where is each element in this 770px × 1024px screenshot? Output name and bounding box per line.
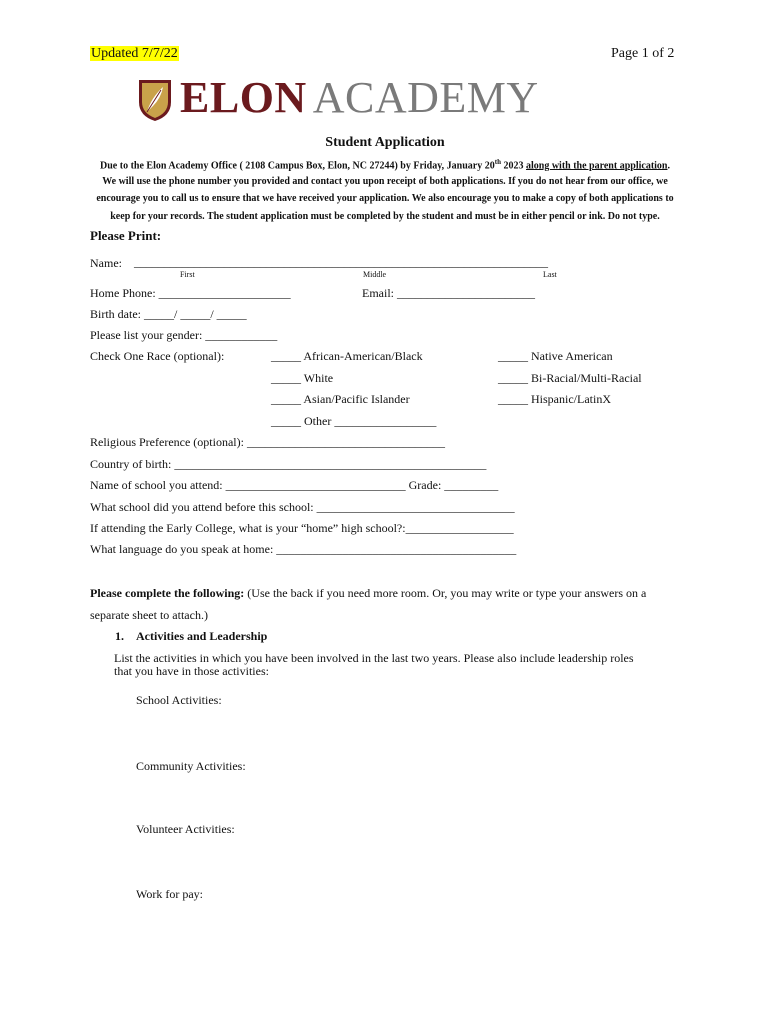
birth-date-field[interactable]: Birth date: _____/ _____/ _____ [90, 307, 247, 321]
language-field[interactable]: What language do you speak at home: ________________________________________ [90, 542, 517, 556]
early-college-field[interactable]: If attending the Early College, what is your “home” high school?:__________________ [90, 521, 514, 535]
race-option-hispanic[interactable]: _____ Hispanic/LatinX [498, 392, 611, 406]
name-field[interactable]: _____________________________________________________________________ [134, 255, 548, 269]
school-activities-label: School Activities: [136, 693, 222, 707]
complete-instructions-2: separate sheet to attach.) [90, 608, 208, 622]
race-option-other[interactable]: _____ Other _________________ [271, 414, 437, 428]
volunteer-activities-label: Volunteer Activities: [136, 822, 235, 836]
instructions-line-2: We will use the phone number you provided and contact you upon receipt of both applications. If you do not hear from our office, we [102, 176, 668, 187]
updated-date: Updated 7/7/22 [91, 46, 178, 61]
section-desc-1: List the activities in which you have been involved in the last two years. Please also include leadership roles [114, 651, 634, 665]
section-number: 1. [115, 629, 124, 643]
race-option-african-american[interactable]: _____ African-American/Black [271, 349, 423, 363]
first-label: First [180, 270, 195, 279]
religion-field[interactable]: Religious Preference (optional): _________________________________ [90, 435, 445, 449]
page-number: Page 1 of 2 [611, 46, 675, 61]
race-label: Check One Race (optional): [90, 349, 225, 363]
feather-shield-icon [137, 78, 173, 122]
section-title: Activities and Leadership [136, 629, 268, 643]
race-option-white[interactable]: _____ White [271, 371, 334, 385]
work-for-pay-label: Work for pay: [136, 887, 204, 901]
instructions-line-4: keep for your records. The student application must be completed by the student and must be in either pencil or ink. Do not type. [110, 211, 660, 222]
please-print-heading: Please Print: [90, 228, 162, 243]
gender-field[interactable]: Please list your gender: ____________ [90, 328, 278, 342]
complete-instructions: Please complete the following: (Use the back if you need more room. Or, you may write or type your answers on a [90, 586, 647, 600]
page-title: Student Application [325, 135, 445, 150]
race-option-biracial[interactable]: _____ Bi-Racial/Multi-Racial [498, 371, 642, 385]
instructions-line-1: Due to the Elon Academy Office ( 2108 Campus Box, Elon, NC 27244) by Friday, January 20th 2023 along with the parent application. [100, 158, 670, 172]
community-activities-label: Community Activities: [136, 759, 246, 773]
middle-label: Middle [363, 270, 387, 279]
country-field[interactable]: Country of birth: ____________________________________________________ [90, 457, 487, 471]
name-label: Name: [90, 256, 122, 270]
email-field[interactable]: Email: _______________________ [362, 286, 535, 300]
race-option-asian[interactable]: _____ Asian/Pacific Islander [271, 392, 410, 406]
last-label: Last [543, 270, 557, 279]
previous-school-field[interactable]: What school did you attend before this school: _________________________________ [90, 500, 515, 514]
school-field[interactable]: Name of school you attend: ______________________________ Grade: _________ [90, 478, 499, 492]
instructions-line-3: encourage you to call us to ensure that we have received your application. We also encourage you to make a copy of both applications to [96, 193, 674, 204]
section-desc-2: that you have in those activities: [114, 664, 269, 678]
race-option-native-american[interactable]: _____ Native American [498, 349, 613, 363]
logo-text: ELON ACADEMY [180, 73, 539, 122]
home-phone-field[interactable]: Home Phone: ______________________ [90, 286, 291, 300]
